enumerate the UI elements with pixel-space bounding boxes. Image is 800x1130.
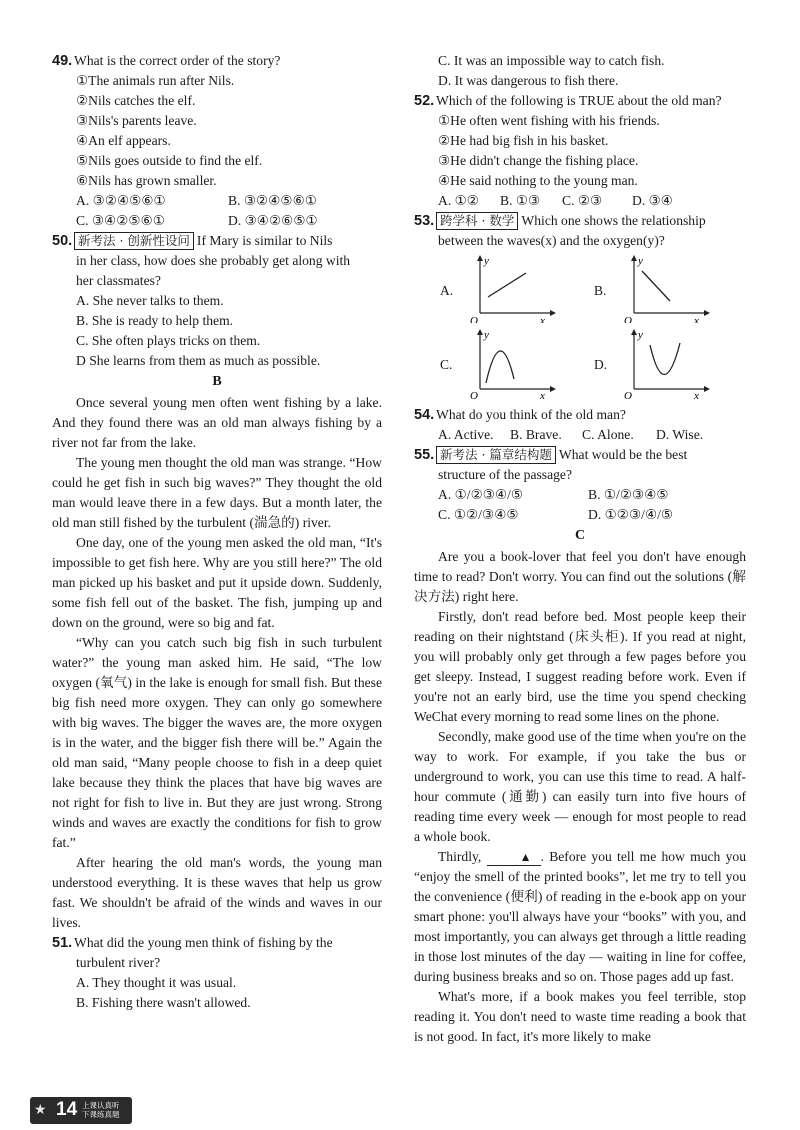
option-a[interactable]: A. ①② bbox=[438, 193, 479, 208]
left-column bbox=[52, 51, 382, 1013]
y-axis-label: y bbox=[638, 329, 643, 341]
option-b[interactable]: B. She is ready to help them. bbox=[76, 313, 234, 328]
slogan-line: 下课练真题 bbox=[82, 1110, 120, 1119]
statement: ②He had big fish in his basket. bbox=[438, 133, 609, 148]
y-axis-label: y bbox=[484, 255, 489, 267]
page-number-badge bbox=[30, 1097, 132, 1124]
passage-paragraph: The young men thought the old man was strange. “How could he get fish in such big waves?” They thought the old man would leave there in a few days. But a month later, the old man still fished by the turbulent (湍急的) river. bbox=[52, 455, 382, 530]
statement: ③He didn't change the fishing place. bbox=[438, 153, 639, 168]
graph-options bbox=[414, 253, 746, 403]
question-stem: What would be the best bbox=[558, 447, 688, 462]
question-55 bbox=[414, 445, 746, 525]
option-d[interactable]: D She learns from them as much as possible. bbox=[76, 353, 321, 368]
option-c[interactable]: C. It was an impossible way to catch fish. bbox=[438, 53, 665, 68]
option-a[interactable]: A. ③②④⑤⑥① bbox=[76, 193, 166, 208]
question-stem: What is the correct order of the story? bbox=[74, 53, 281, 68]
question-stem: What do you think of the old man? bbox=[436, 407, 626, 422]
option-c[interactable]: C. She often plays tricks on them. bbox=[76, 333, 261, 348]
graph-label-c[interactable]: C. bbox=[440, 357, 453, 372]
passage-paragraph: Firstly, don't read before bed. Most people keep their reading on their nightstand (床头柜). If you read at night, you will probably only get through a few pages before you get sleepy. Instead, I suggest reading before work. Even if you're not an early bird, use the time you spend checking WeChat every morning to read some lines on the phone. bbox=[414, 609, 746, 724]
passage-paragraph: What's more, if a book makes you feel terrible, stop reading it. You don't need to waste time reading a book that is not good. In fact, it's more likely to make bbox=[414, 989, 746, 1044]
story-event: ④An elf appears. bbox=[76, 133, 171, 148]
valley-curve bbox=[650, 343, 680, 375]
question-stem-cont: her classmates? bbox=[76, 273, 161, 288]
graph-b-falling-line[interactable] bbox=[612, 253, 712, 323]
story-event: ①The animals run after Nils. bbox=[76, 73, 235, 88]
story-event: ②Nils catches the elf. bbox=[76, 93, 196, 108]
y-axis-label: y bbox=[484, 329, 489, 341]
statement: ①He often went fishing with his friends. bbox=[438, 113, 660, 128]
story-event: ⑤Nils goes outside to find the elf. bbox=[76, 153, 263, 168]
passage-b-heading: B bbox=[212, 374, 222, 389]
question-number: 53. bbox=[414, 213, 435, 229]
question-stem: What did the young men think of fishing by the bbox=[74, 935, 333, 950]
origin-label: O bbox=[470, 315, 478, 323]
question-tag: 新考法 · 篇章结构题 bbox=[436, 446, 556, 464]
passage-paragraph: One day, one of the young men asked the old man, “It's impossible to get fish here. Why are you still here?” The old man picked up his basket and put it upside down. Suddenly, some fish fell out of the basket. The fish, jumping up and down on the ground, were so big and fat. bbox=[52, 535, 382, 630]
option-d[interactable]: D. ①②③/④/⑤ bbox=[588, 507, 674, 522]
question-stem-cont: between the waves(x) and the oxygen(y)? bbox=[438, 233, 665, 248]
option-c[interactable]: C. ③④②⑤⑥① bbox=[76, 213, 165, 228]
option-a[interactable]: A. ①/②③④/⑤ bbox=[438, 487, 524, 502]
question-54 bbox=[414, 405, 746, 445]
slogan-line: 上课认真听 bbox=[82, 1101, 120, 1110]
statement: ④He said nothing to the young man. bbox=[438, 173, 638, 188]
question-stem-cont: turbulent river? bbox=[76, 955, 161, 970]
question-stem-cont: structure of the passage? bbox=[438, 467, 572, 482]
origin-label: O bbox=[470, 390, 478, 399]
passage-paragraph-with-blank bbox=[414, 847, 746, 987]
x-axis-label: x bbox=[694, 390, 699, 399]
passage-paragraph: Secondly, make good use of the time when you're on the way to work. For example, if you take the bus or underground to work, you can use this time to read. A half-hour commute (通勤) can easily turn into five hours of reading time every week — enough for most people to read a whole book. bbox=[414, 729, 746, 844]
option-d[interactable]: D. It was dangerous to fish there. bbox=[438, 73, 619, 88]
paragraph-text: Thirdly, bbox=[438, 849, 482, 864]
passage-paragraph: After hearing the old man's words, the young man understood everything. It is these waves that help us grow fast. We shouldn't be afraid of the winds and waves in our lives. bbox=[52, 855, 382, 930]
question-number: 50. bbox=[52, 233, 73, 249]
option-c[interactable]: C. ②③ bbox=[562, 193, 603, 208]
right-column bbox=[414, 51, 746, 1047]
question-51 bbox=[52, 933, 382, 1013]
paragraph-text: . Before you tell me how much you “enjoy the smell of the printed books”, let me try to tell you the convenience (便利) of reading in the e-book app on your smart phone: you'll always have your “books” with you, and most importantly, you can always get through a little reading in those lost minutes of the day — waiting in line for coffee, during business breaks and so on. Those pages add up fast. bbox=[414, 849, 746, 984]
option-c[interactable]: C. ①②/③④⑤ bbox=[438, 507, 519, 522]
question-52 bbox=[414, 91, 746, 211]
answer-blank[interactable]: ▲ bbox=[487, 849, 541, 866]
question-number: 49. bbox=[52, 53, 73, 69]
option-a[interactable]: A. They thought it was usual. bbox=[76, 975, 237, 990]
falling-line-curve bbox=[642, 271, 670, 301]
option-d[interactable]: D. Wise. bbox=[656, 427, 704, 442]
graph-label-d[interactable]: D. bbox=[594, 357, 608, 372]
option-b[interactable]: B. ③②④⑤⑥① bbox=[228, 193, 317, 208]
option-d[interactable]: D. ③④②⑥⑤① bbox=[228, 213, 318, 228]
question-number: 51. bbox=[52, 935, 73, 951]
question-stem: Which of the following is TRUE about the old man? bbox=[436, 93, 722, 108]
hump-curve bbox=[486, 351, 514, 383]
origin-label: O bbox=[624, 390, 632, 399]
story-event: ⑥Nils has grown smaller. bbox=[76, 173, 217, 188]
question-stem: If Mary is similar to Nils bbox=[196, 233, 333, 248]
option-b[interactable]: B. Brave. bbox=[510, 427, 562, 442]
origin-label: O bbox=[624, 315, 632, 323]
graph-label-b[interactable]: B. bbox=[594, 283, 607, 298]
passage-paragraph: “Why can you catch such big fish in such turbulent water?” the young man asked him. He said, “The low oxygen (氧气) in the lake is enough for small fish. But these big fish need more oxygen. They can only go somewhere with big waves. The bigger the waves are, the more oxygen is in the water, and the bigger fish there will be.” Again the old man said, “Many people choose to fish in a deep quiet lake because they think the places that have big waves are not right for fish to live in. But they are just wrong. Strong winds and waves are exactly the conditions for fish to grow fat.” bbox=[52, 635, 382, 850]
question-tag: 新考法 · 创新性设问 bbox=[74, 232, 194, 250]
option-b[interactable]: B. Fishing there wasn't allowed. bbox=[76, 995, 251, 1010]
option-c[interactable]: C. Alone. bbox=[582, 427, 634, 442]
question-stem: Which one shows the relationship bbox=[521, 213, 706, 228]
graph-d-valley[interactable] bbox=[612, 327, 712, 399]
question-53 bbox=[414, 211, 746, 403]
question-50 bbox=[52, 231, 382, 371]
x-axis-label: x bbox=[540, 315, 545, 323]
question-stem-cont: in her class, how does she probably get along with bbox=[76, 253, 351, 268]
graph-a-rising-line[interactable] bbox=[458, 253, 558, 323]
question-number: 54. bbox=[414, 407, 435, 423]
x-axis-label: x bbox=[694, 315, 699, 323]
question-49 bbox=[52, 51, 382, 231]
page-number: 14 bbox=[56, 1099, 78, 1120]
passage-paragraph: Once several young men often went fishing by a lake. And they found there was an old man always fishing by a river not far from the lake. bbox=[52, 395, 382, 450]
graph-c-hump[interactable] bbox=[458, 327, 558, 399]
passage-c bbox=[414, 547, 746, 1047]
option-a[interactable]: A. She never talks to them. bbox=[76, 293, 224, 308]
rising-line-curve bbox=[488, 273, 526, 297]
passage-c-heading: C bbox=[574, 528, 586, 543]
footer-slogan bbox=[82, 1101, 130, 1119]
y-axis-label: y bbox=[638, 255, 643, 267]
star-icon: ★ bbox=[34, 1103, 47, 1118]
passage-b bbox=[52, 393, 382, 933]
option-b[interactable]: B. ①③ bbox=[500, 193, 541, 208]
graph-label-a[interactable]: A. bbox=[440, 283, 454, 298]
option-d[interactable]: D. ③④ bbox=[632, 193, 673, 208]
option-b[interactable]: B. ①/②③④⑤ bbox=[588, 487, 669, 502]
question-tag: 跨学科 · 数学 bbox=[436, 212, 518, 230]
question-number: 52. bbox=[414, 93, 435, 109]
x-axis-label: x bbox=[540, 390, 545, 399]
question-number: 55. bbox=[414, 447, 435, 463]
passage-paragraph: Are you a book-lover that feel you don't have enough time to read? Don't worry. You can find out the solutions (解决方法) right here. bbox=[414, 549, 746, 604]
story-event: ③Nils's parents leave. bbox=[76, 113, 197, 128]
option-a[interactable]: A. Active. bbox=[438, 427, 494, 442]
